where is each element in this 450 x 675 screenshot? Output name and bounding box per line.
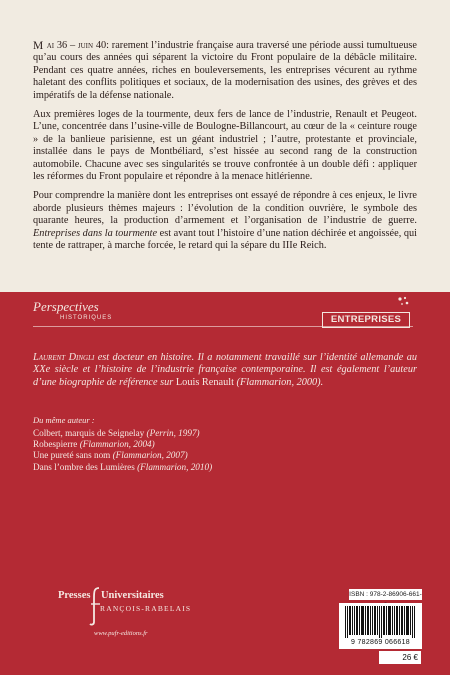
synopsis-text — [33, 40, 417, 260]
paragraph-1-body: : rarement l’industrie française aura traversé une période aussi tumultueuse qu’au cours des années qui séparent la victoire du Front populaire de la débâcle militaire. Pendant ces quatre années, riches en bouleversements, les entreprises vécurent au rythme haletant des conflits politiques et sociaux, de la modernisation des usines, des grèves et des impératifs de la défense nationale. — [33, 40, 417, 101]
paragraph-3-part-a: Pour comprendre la manière dont les entreprises ont essayé de répondre à ces enjeux, le livre aborde plusieurs thèmes majeurs : l’évolution de la condition ouvrière, le symbole des quarante heures, la production d’armement et l’organisation de l’industrie de guerre. — [33, 190, 417, 227]
collection-label: ENTREPRISES — [322, 312, 410, 328]
work-title: Une pureté sans nom — [33, 450, 111, 461]
drop-cap: M — [33, 40, 44, 52]
book-title-inline: Entreprises dans la tourmente — [33, 227, 158, 239]
sparkle-icon — [390, 296, 412, 310]
other-works-list — [33, 428, 293, 473]
barcode-bars-icon — [345, 606, 416, 638]
author-name: Laurent Dingli — [33, 352, 95, 363]
list-item — [33, 462, 293, 473]
barcode-digits: 9 782869 066618 — [351, 639, 410, 646]
date-range: ai 36 – juin 40 — [46, 40, 107, 51]
work-publisher: (Flammarion, 2004) — [79, 439, 155, 450]
list-item — [33, 450, 293, 461]
price-label: 26 € — [379, 651, 421, 664]
synopsis-paragraph-2: Aux premières loges de la tourmente, deux fers de lance de l’industrie, Renault et Peugeot. L’une, concentrée dans l’usine-ville de Boulogne-Billancourt, au cœur de la « ceinture rouge » de la banlieue parisienne, est un géant industriel ; l’autre, protestante et provinciale, installée dans le pays de Montbéliard, s’est hissée au second rang de la construction automobile. Chacune avec ses singularités se trouve confrontée à un double défi : appliquer les réformes du Front populaire et répondre à la menace hitlérienne. — [33, 109, 417, 183]
publisher-universitaires: Universitaires — [100, 590, 164, 601]
work-publisher: (Flammarion, 2010) — [137, 461, 213, 472]
other-works-heading: Du même auteur : — [33, 415, 95, 425]
work-title: Colbert, marquis de Seignelay — [33, 428, 145, 438]
author-bio-part-b: (Flammarion, 2000). — [236, 376, 324, 388]
list-item — [33, 439, 293, 450]
author-bio — [33, 352, 417, 389]
publisher-name-line-1 — [58, 590, 164, 601]
publisher-logo — [58, 590, 198, 660]
author-bio-part-a: est docteur en histoire. Il a notamment travaillé sur l’identité allemande au XXe siècle et l’histoire de l’industrie française contemporaine. Il est également l’auteur d’une biographie de référence sur — [33, 352, 417, 388]
publisher-name-line-2: RANÇOIS-RABELAIS — [100, 604, 192, 613]
publisher-url: www.pufr-editions.fr — [94, 630, 148, 637]
synopsis-paragraph-3 — [33, 190, 417, 252]
series-name: Perspectives — [33, 299, 99, 314]
biography-subject: Louis Renault — [175, 376, 234, 388]
synopsis-paragraph-1 — [33, 40, 417, 102]
synopsis-panel — [0, 0, 450, 292]
series-subtitle: HISTORIQUES — [60, 315, 113, 321]
publisher-presses: Presses — [58, 590, 91, 601]
list-item — [33, 428, 293, 439]
work-title: Robespierre — [33, 439, 78, 450]
paragraph-3-part-b: est avant tout l’histoire d’une nation déchirée et angoissée, qui tente de rattraper, à marche forcée, le retard qui la sépare du IIIe Reich. — [33, 227, 417, 252]
barcode — [339, 603, 422, 649]
isbn-label: ISBN : 978-2-86906-661- — [349, 591, 422, 598]
work-publisher: (Perrin, 1997) — [146, 428, 200, 438]
work-publisher: (Flammarion, 2007) — [112, 450, 188, 461]
work-title: Dans l’ombre des Lumières — [33, 461, 135, 472]
series-band — [0, 292, 450, 336]
